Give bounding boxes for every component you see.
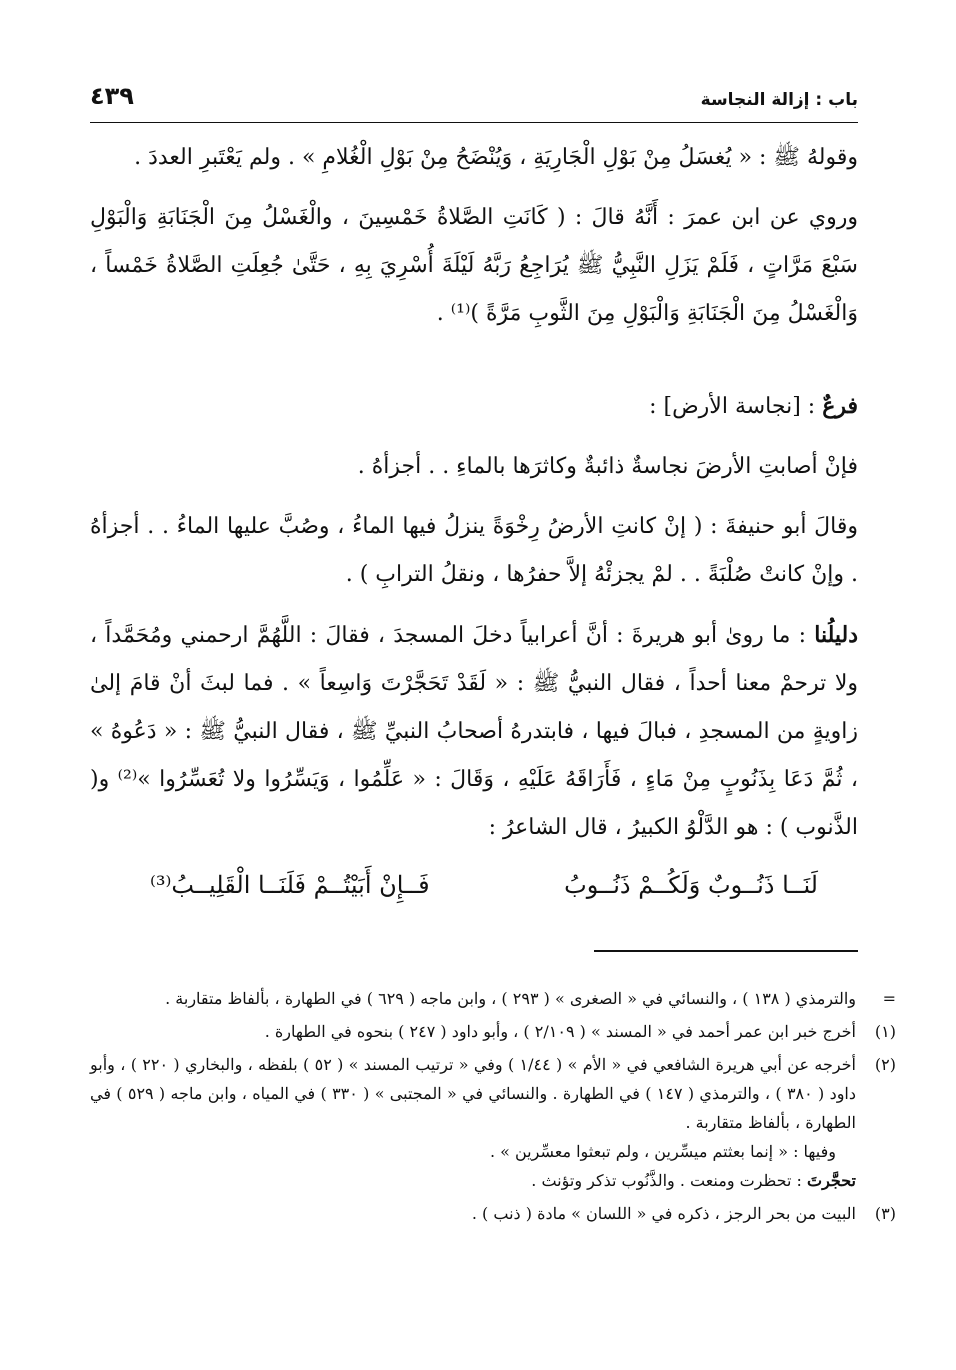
evidence-lead: دليلُنا [814, 622, 859, 648]
footnote-text: أخرج خبر ابن عمر أحمد في « المسند » ( ٢/١٠٩ ) ، وأبو داود ( ٢٤٧ ) بنحوه في الطهارة . [264, 1022, 856, 1041]
footnote-text: وفيها : « إنما بعثتم ميسِّرين ، ولم تبعثوا معسِّرين » . [489, 1142, 836, 1161]
paragraph-ibn-umar: وروي عن ابن عمرَ : أَنَّهُ قالَ : ( كَانَتِ الصَّلاةُ خَمْسِينَ ، والْغَسْلُ مِنَ الْجَنَابَةِ وَالْبَوْلِ سَبْعَ مَرَّاتٍ ، فَلَمْ يَزَلِ النَّبِيُّ ﷺ يُرَاجِعُ رَبَّهُ لَيْلَةَ أُسْرِيَ بِهِ ، حَتَّىٰ جُعِلَتِ الصَّلاةُ خَمْساً ، وَالْغَسْلُ مِنَ الْجَنَابَةِ وَالْبَوْلِ مِنَ الثَّوبِ مَرَّةً )⁽¹⁾ . [90, 205, 858, 326]
section-heading-lead: فرعٌ [822, 393, 858, 419]
main-text [90, 134, 858, 910]
paragraph-evidence [90, 611, 858, 852]
footnote-marker: (٢) [874, 1055, 896, 1074]
paragraph-abu-hanifa: وقالَ أبو حنيفةَ : ( إنْ كانتِ الأرضُ رِخْوَةً ينزلُ فيها الماءُ ، وصُبَّ عليها الماءُ . . أجزأهُ . وإنْ كانتْ صُلْبَةً . . لمْ يجزئْهُ إلاَّ حفرُها ، ونقلُ الترابِ ) . [90, 514, 858, 587]
gloss-term: تحجَّرتَ [807, 1171, 856, 1190]
footnote-text: أخرجه عن أبي هريرة الشافعي في « الأم » ( ١/٤٤ ) وفي « ترتيب المسند » ( ٥٢ ) بلفظه ، والبخاري ( ٢٢٠ ) ، وأبو داود ( ٣٨٠ ) ، والترمذي ( ١٤٧ ) في الطهارة . والنسائي في « المجتبى » ( ٣٣٠ ) في المياه ، وابن ماجه ( ٥٢٩ ) في الطهارة ، بألفاظ متقاربة . [90, 1055, 856, 1132]
chapter-title: باب : إزالة النجاسة [700, 90, 858, 110]
verse-second-hemistich: فَــإِنْ أَبَيْتُــمْ فَلَنَــا الْقَلِيــبُ⁽³⁾ [150, 871, 430, 899]
running-header [90, 80, 858, 120]
poetry-verse [90, 860, 858, 910]
page-number: ٤٣٩ [90, 82, 134, 110]
verse-first-hemistich: لَنَــا ذَنُــوبٌ وَلَكُــمْ ذَنُــوبُ [564, 871, 818, 899]
gloss-text: : تحظرت ومنعت . والذَّنُوب تذكر وتؤنث . [531, 1171, 807, 1190]
paragraph-hadith-urine: وقولهُ ﷺ : « يُغسَلُ مِنْ بَوْلِ الْجَارِيَةِ ، وَيُنْضَحُ مِنْ بَوْلِ الْغُلامِ » . ولم يَعْتَبرِ العددَ . [134, 145, 858, 170]
footnotes [90, 984, 896, 1232]
footnote-3 [90, 1199, 896, 1228]
footnote-marker: = [882, 989, 896, 1008]
footnote-gloss [90, 1166, 856, 1195]
footnote-marker: (٣) [874, 1204, 896, 1223]
footnote-text: والترمذي ( ١٣٨ ) ، والنسائي في « الصغرى » ( ٢٩٣ ) ، وابن ماجه ( ٦٢٩ ) في الطهارة ، بألفاظ متقاربة . [165, 989, 856, 1008]
footnote-marker: (١) [874, 1022, 896, 1041]
footnote-1 [90, 1017, 896, 1046]
evidence-text: : ما روىٰ أبو هريرةَ : أنَّ أعرابياً دخلَ المسجدَ ، فقالَ : اللَّهُمَّ ارحمني ومُحَمَّداً ، ولا ترحمْ معنا أحداً ، فقال النبيُّ ﷺ : « لَقَدْ تَحَجَّرْتَ وَاسِعاً » . فما لبثَ أنْ قامَ إلىٰ زاويةٍ من المسجدِ ، فبالَ فيها ، فابتدرهُ أصحابُ النبيِّ ﷺ ، فقال النبيُّ ﷺ : « دَعُوهُ » ، ثُمَّ دَعَا بِذَنُوبٍ مِنْ مَاءٍ ، فَأَرَاقَهُ عَلَيْهِ ، وَقَالَ : « عَلِّمُوا ، وَيَسِّرُوا ولا تُعَسِّرُوا »⁽²⁾ و( الذَّنوب ) : هو الدَّلْوُ الكبيرُ ، قال الشاعرُ : [90, 623, 858, 840]
header-rule [90, 122, 858, 123]
footnote-2 [90, 1050, 896, 1195]
section-heading [90, 382, 858, 431]
footnote-text: البيت من بحر الرجز ، ذكره في « اللسان » مادة ( ذنب ) . [471, 1204, 856, 1223]
footnote-continuation [90, 984, 896, 1013]
footnote-separator [594, 950, 858, 952]
paragraph-ruling: فإنْ أصابتِ الأرضَ نجاسةٌ ذائبةٌ وكاثرَها بالماءِ . . أجزأهُ . [357, 454, 858, 479]
section-heading-title: : [نجاسة الأرض] : [649, 394, 823, 419]
